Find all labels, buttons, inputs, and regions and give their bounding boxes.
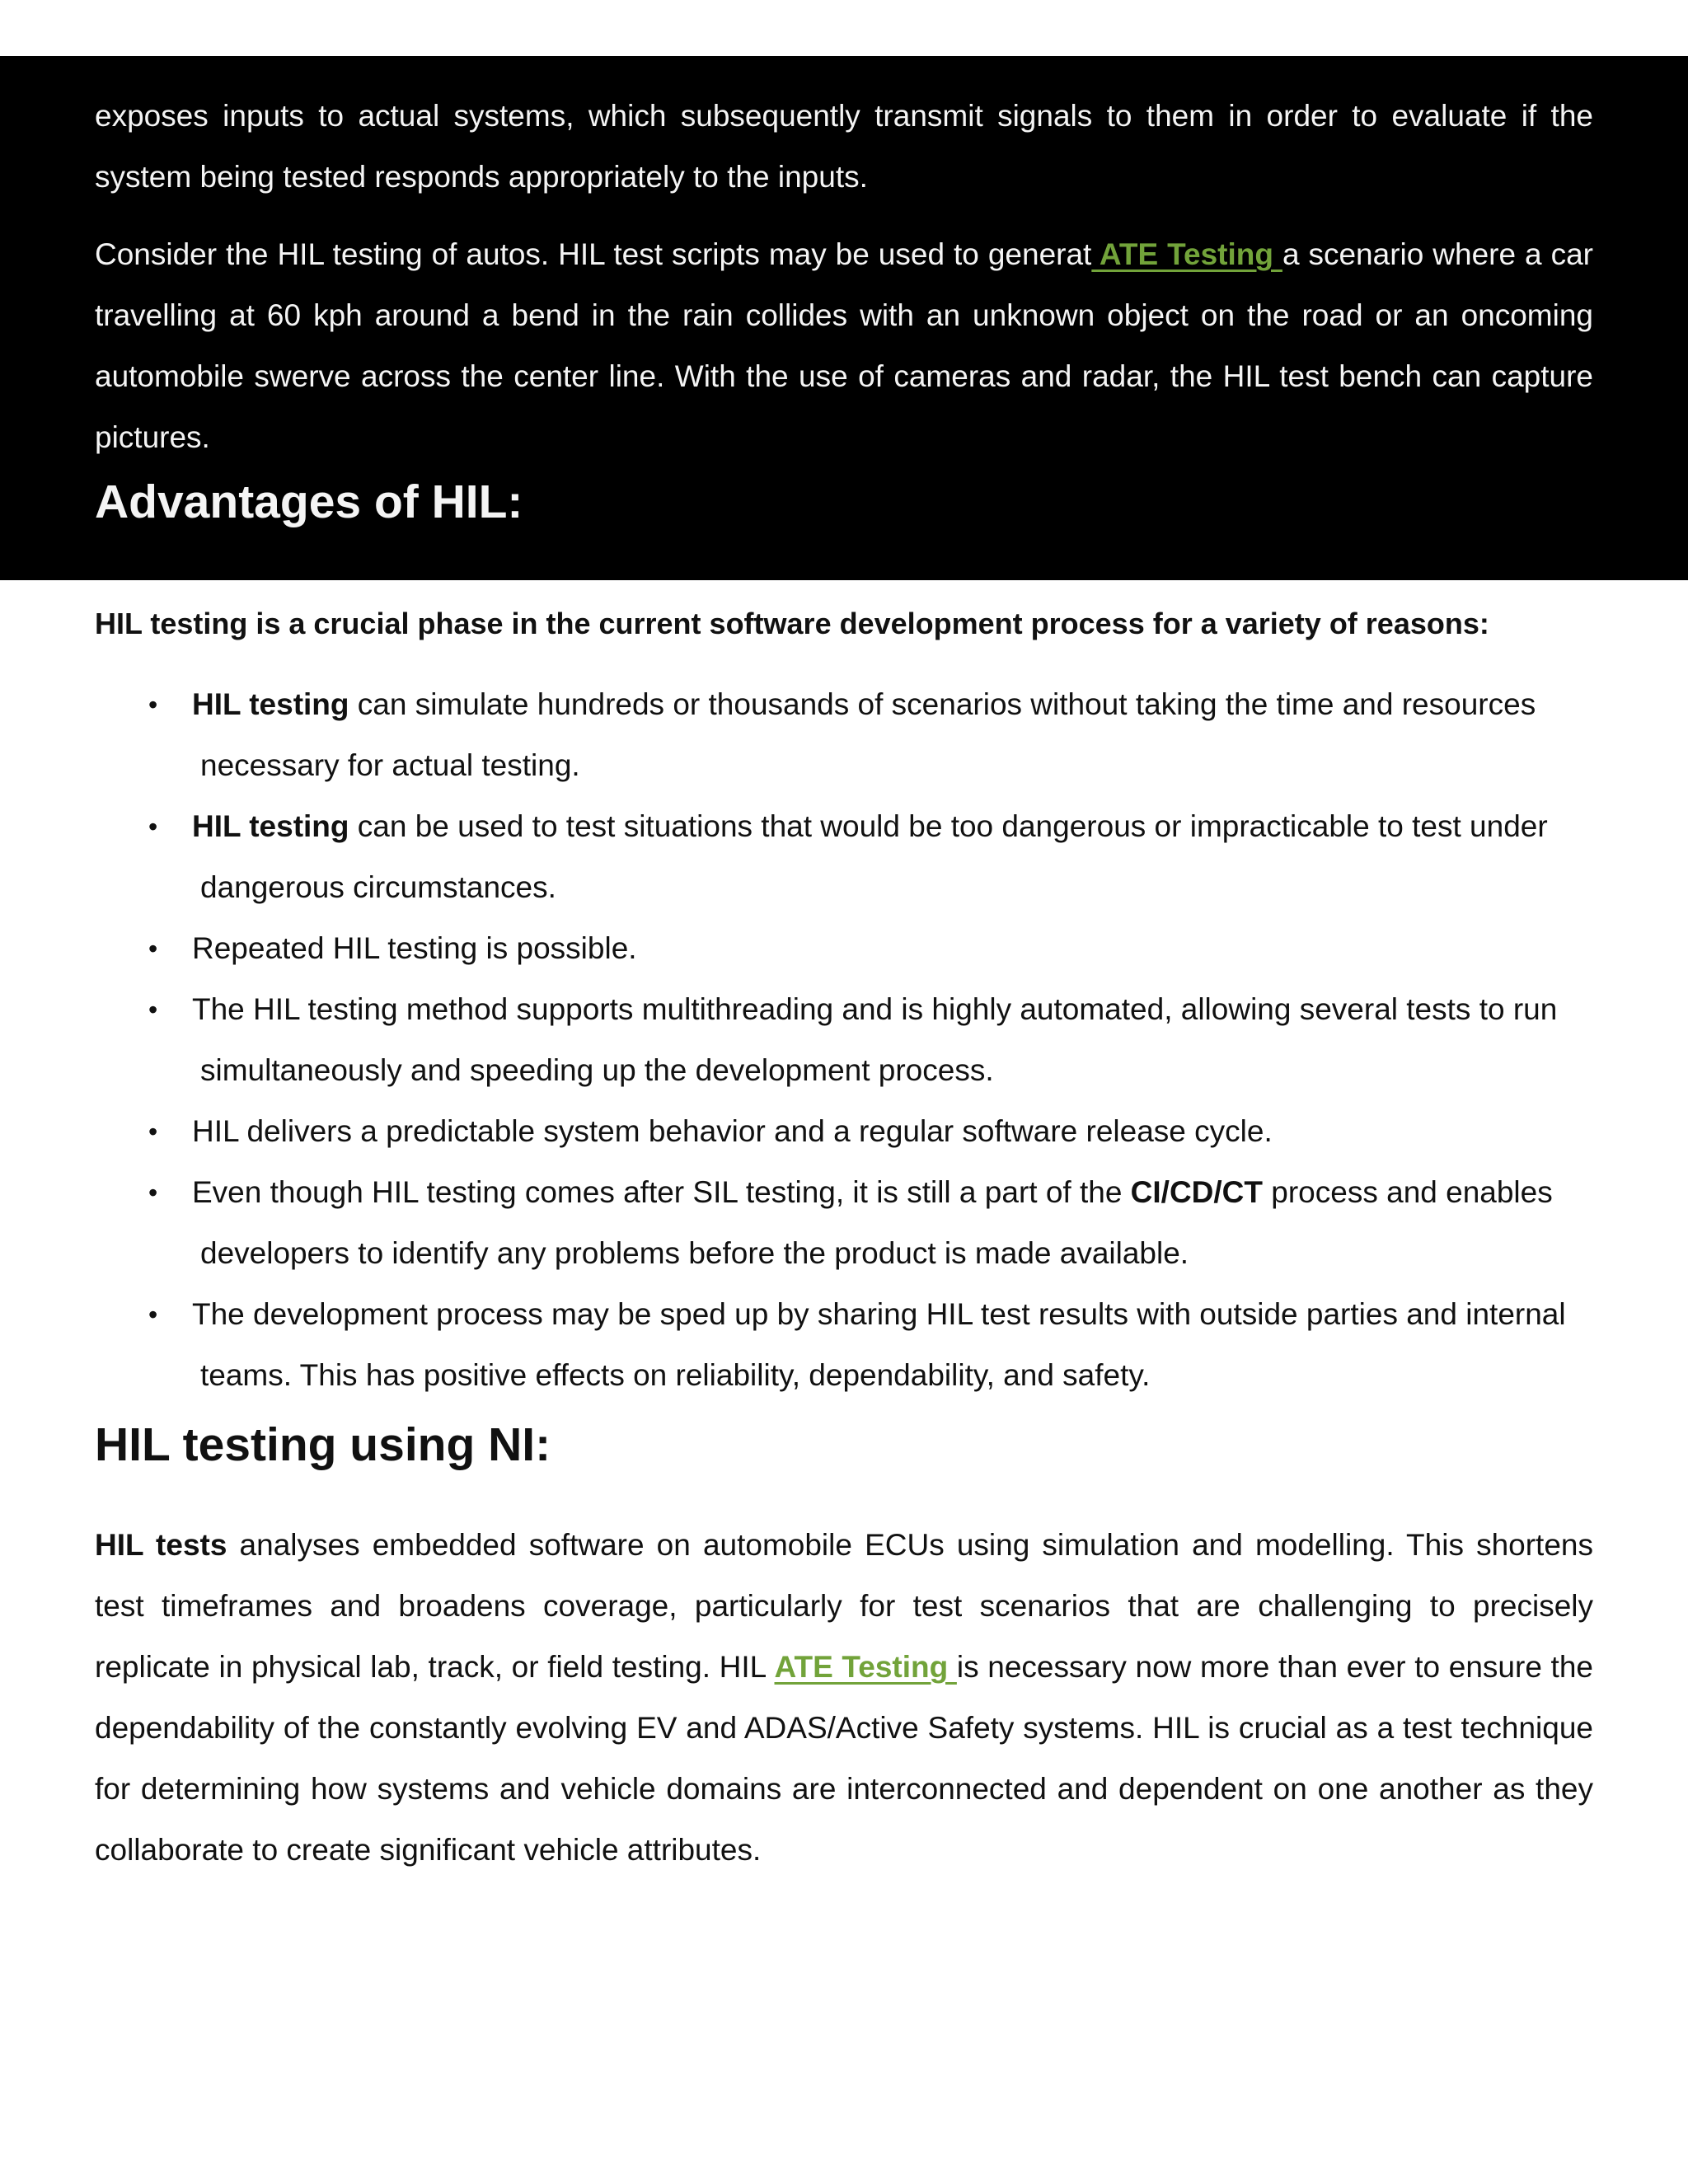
ni-heading: HIL testing using NI: <box>95 1418 551 1471</box>
list-item-bold: HIL testing <box>192 809 349 843</box>
list-item-bold: CI/CD/CT <box>1130 1175 1263 1209</box>
list-item-continuation: teams. This has positive effects on reliability, dependability, and safety. <box>200 1358 1151 1392</box>
list-item <box>148 674 1566 796</box>
bullet-icon: • <box>148 812 158 841</box>
list-item-continuation: simultaneously and speeding up the development process. <box>200 1053 994 1087</box>
ni-paragraph-text-b: is necessary now more than ever to ensure the dependability of the constantly evolving EV and ADAS/Active Safety systems. HIL is crucial as a test technique for determining how systems and vehicle domains are interconnected and dependent on one another as they collaborate to create significant vehicle attributes. <box>95 1650 1593 1867</box>
list-item-continuation: developers to identify any problems before the product is made available. <box>200 1236 1189 1270</box>
ni-paragraph-text-a: analyses embedded software on automobile ECUs using simulation and modelling. This shortens test timeframes and broadens coverage, particularly for test scenarios that are challenging to precisely replicate in physical lab, track, or field testing. HIL <box>95 1528 1593 1684</box>
advantages-list <box>148 674 1566 1406</box>
intro-paragraph-2-text-a: Consider the HIL testing of autos. HIL test scripts may be used to generat <box>95 237 1092 271</box>
list-item-text: The HIL testing method supports multithreading and is highly automated, allowing several tests to run <box>192 992 1558 1026</box>
list-item-text: Even though HIL testing comes after SIL testing, it is still a part of the <box>192 1175 1131 1209</box>
bullet-icon: • <box>148 1300 158 1329</box>
bullet-icon: • <box>148 995 158 1024</box>
list-item-text: Repeated HIL testing is possible. <box>192 931 637 965</box>
ni-paragraph <box>95 1515 1593 1881</box>
bullet-icon: • <box>148 934 158 963</box>
list-item <box>148 979 1566 1101</box>
list-item <box>148 1101 1566 1162</box>
list-item-bold: HIL testing <box>192 687 349 721</box>
list-item-continuation: necessary for actual testing. <box>200 748 580 782</box>
list-item-text: process and enables <box>1263 1175 1553 1209</box>
list-item <box>148 1162 1566 1284</box>
intro-paragraph-2 <box>95 224 1593 468</box>
advantages-heading: Advantages of HIL: <box>95 476 523 528</box>
list-item-continuation: dangerous circumstances. <box>200 870 556 904</box>
advantages-lead: HIL testing is a crucial phase in the current software development process for a variety of reasons: <box>95 607 1489 640</box>
advantages-lead-wrap <box>95 602 1593 646</box>
list-item-text: can be used to test situations that would be too dangerous or impracticable to test under <box>349 809 1548 843</box>
bullet-icon: • <box>148 1178 158 1207</box>
ate-testing-link-2[interactable]: ATE Testing <box>774 1650 957 1684</box>
list-item-text: HIL delivers a predictable system behavior and a regular software release cycle. <box>192 1114 1273 1148</box>
ate-testing-link[interactable]: ATE Testing <box>1091 237 1282 271</box>
intro-paragraph-2-text-b: a scenario where a car travelling at 60 kph around a bend in the rain collides with an unknown object on the road or an oncoming automobile swerve across the center line. With the use of cameras and radar, the HIL test bench can capture pictures. <box>95 237 1593 454</box>
list-item <box>148 918 1566 979</box>
list-item <box>148 1284 1566 1406</box>
bullet-icon: • <box>148 690 158 719</box>
intro-section <box>95 86 1593 531</box>
list-item-text: The development process may be sped up by sharing HIL test results with outside parties and internal <box>192 1297 1566 1331</box>
bullet-icon: • <box>148 1117 158 1146</box>
ni-section <box>95 1416 1593 1881</box>
list-item <box>148 796 1566 918</box>
intro-paragraph-1: exposes inputs to actual systems, which subsequently transmit signals to them in order to evaluate if the system being tested responds appropriately to the inputs. <box>95 99 1593 194</box>
ni-paragraph-bold: HIL tests <box>95 1528 227 1562</box>
list-item-text: can simulate hundreds or thousands of scenarios without taking the time and resources <box>349 687 1536 721</box>
